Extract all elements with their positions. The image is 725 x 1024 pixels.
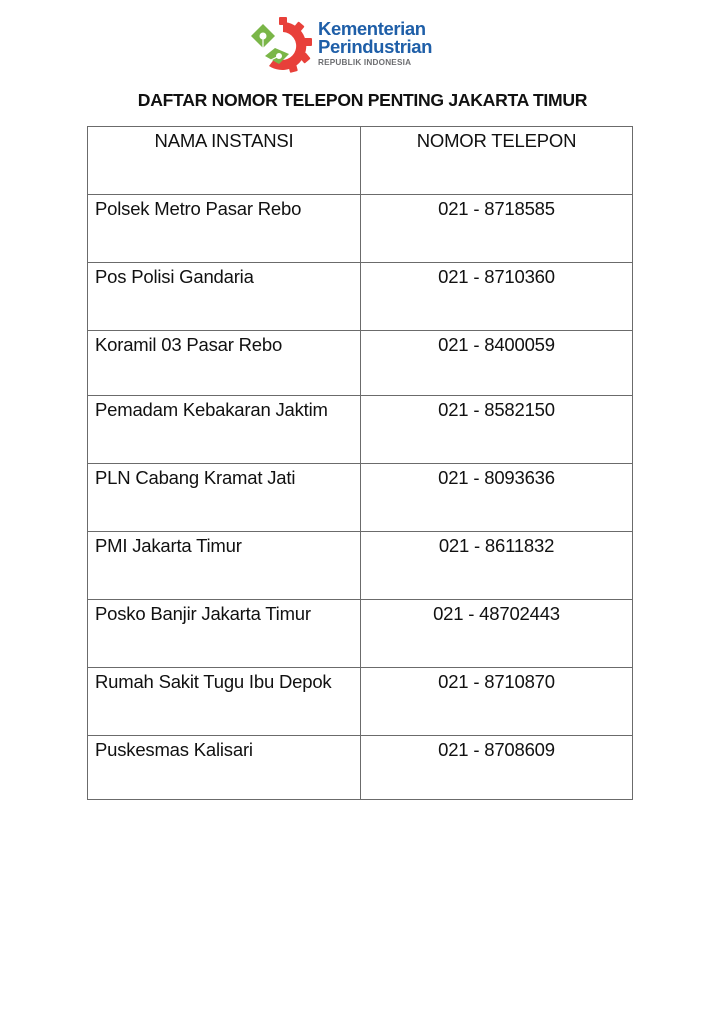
institution-name: Koramil 03 Pasar Rebo — [88, 331, 361, 396]
logo-line-3: REPUBLIK INDONESIA — [318, 58, 412, 67]
column-header-phone: NOMOR TELEPON — [361, 127, 633, 195]
phone-number: 021 - 8400059 — [361, 331, 633, 396]
phone-number: 021 - 48702443 — [361, 600, 633, 668]
table-row — [88, 195, 633, 263]
institution-name: Puskesmas Kalisari — [88, 736, 361, 800]
table-row — [88, 396, 633, 464]
institution-name: Rumah Sakit Tugu Ibu Depok — [88, 668, 361, 736]
phone-directory-table — [87, 126, 633, 800]
phone-number: 021 - 8708609 — [361, 736, 633, 800]
institution-name: Polsek Metro Pasar Rebo — [88, 195, 361, 263]
table-row — [88, 331, 633, 396]
phone-number: 021 - 8582150 — [361, 396, 633, 464]
table-row — [88, 736, 633, 800]
gear-leaf-logo-icon — [249, 16, 313, 74]
phone-number: 021 - 8611832 — [361, 532, 633, 600]
phone-number: 021 - 8718585 — [361, 195, 633, 263]
table-row — [88, 668, 633, 736]
table-row — [88, 464, 633, 532]
institution-name: PMI Jakarta Timur — [88, 532, 361, 600]
table-row — [88, 532, 633, 600]
logo-line-1: Kementerian — [318, 18, 426, 39]
table-row — [88, 263, 633, 331]
column-header-name: NAMA INSTANSI — [88, 127, 361, 195]
institution-name: Pemadam Kebakaran Jaktim — [88, 396, 361, 464]
phone-number: 021 - 8710870 — [361, 668, 633, 736]
logo-line-2: Perindustrian — [318, 36, 433, 57]
phone-number: 021 - 8093636 — [361, 464, 633, 532]
institution-name: Posko Banjir Jakarta Timur — [88, 600, 361, 668]
institution-name: PLN Cabang Kramat Jati — [88, 464, 361, 532]
logo-text — [318, 20, 432, 69]
table-row — [88, 600, 633, 668]
document-title: DAFTAR NOMOR TELEPON PENTING JAKARTA TIMUR — [137, 90, 588, 110]
table-header-row — [88, 127, 633, 195]
phone-number: 021 - 8710360 — [361, 263, 633, 331]
institution-name: Pos Polisi Gandaria — [88, 263, 361, 331]
ministry-logo — [249, 16, 439, 74]
